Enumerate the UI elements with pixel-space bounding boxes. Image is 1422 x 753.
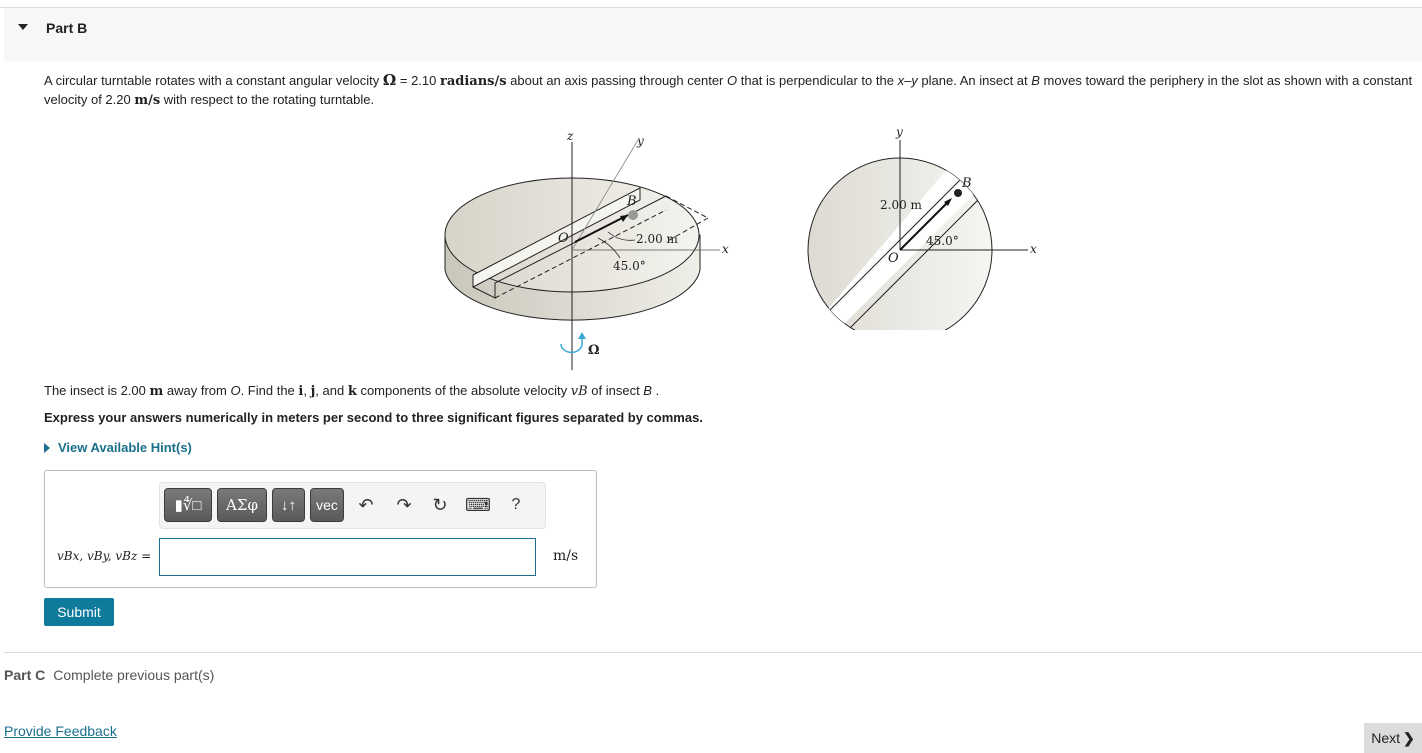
answer-instruction: Express your answers numerically in meters per second to three significant figures separated by commas.	[44, 410, 703, 425]
answer-unit: m/s	[553, 548, 579, 564]
origin-label: O	[888, 251, 899, 266]
distance-label: 2.00 m	[880, 198, 922, 212]
x-axis-label: x	[1030, 242, 1037, 256]
text-segment: away from	[163, 383, 231, 398]
text-segment: with respect to the rotating turntable.	[160, 92, 375, 107]
reset-icon[interactable]: ↻	[432, 494, 448, 515]
text-segment: . Find the	[240, 383, 299, 398]
x-axis-label: x	[722, 242, 729, 256]
submit-button[interactable]: Submit	[44, 598, 114, 626]
unit-m: m	[149, 384, 164, 399]
point-o: O	[727, 73, 738, 88]
z-axis-label: z	[567, 129, 574, 143]
vector-button[interactable]: vec	[310, 488, 344, 522]
provide-feedback-link[interactable]: Provide Feedback	[4, 723, 117, 739]
point-b-label: B	[962, 176, 972, 191]
keyboard-icon[interactable]: ⌨	[465, 494, 491, 515]
unit-vector-i: i	[298, 384, 304, 399]
question-text	[44, 383, 659, 399]
point-o: O	[230, 383, 241, 398]
answer-box	[44, 470, 597, 588]
hint-link-label: View Available Hint(s)	[58, 440, 192, 455]
redo-icon[interactable]: ↷	[396, 494, 412, 515]
text-segment: moves toward the periphery in the slot as shown with a constant velocity of 2.20	[44, 73, 1413, 107]
unit-vector-j: j	[310, 384, 316, 399]
collapse-triangle-icon[interactable]	[18, 24, 28, 30]
templates-button[interactable]: ▮∜□	[164, 488, 212, 522]
text-segment: The insect is 2.00	[44, 383, 150, 398]
unit-radians: radians/s	[440, 74, 507, 89]
text-segment: that is perpendicular to the	[737, 73, 898, 88]
y-axis-label: y	[896, 125, 903, 139]
next-label: Next	[1371, 730, 1401, 746]
text-segment: = 2.10	[396, 73, 440, 88]
distance-label: 2.00 m	[636, 232, 678, 246]
text-segment: components of the absolute velocity	[356, 383, 571, 398]
unit-ms: m/s	[134, 93, 161, 108]
answer-input[interactable]	[159, 538, 536, 576]
sort-button[interactable]: ↓↑	[272, 488, 305, 522]
text-segment: .	[651, 383, 660, 398]
turntable-3d-figure	[430, 120, 750, 370]
answer-label: vBx, vBy, vBz =	[57, 549, 152, 563]
velocity-symbol: vB	[570, 384, 588, 399]
origin-label: O	[558, 231, 569, 246]
text-segment: , and	[315, 383, 348, 398]
undo-icon[interactable]: ↶	[358, 494, 374, 515]
problem-statement	[44, 71, 1414, 110]
text-segment: of insect	[587, 383, 644, 398]
greek-symbols-button[interactable]: ΑΣφ	[217, 488, 267, 522]
part-b-header[interactable]	[4, 8, 1422, 61]
text-segment: plane. An insect at	[917, 73, 1032, 88]
turntable-top-figure	[790, 120, 1050, 330]
text-segment: about an axis passing through center	[506, 73, 727, 88]
next-button[interactable]	[1364, 723, 1422, 753]
part-c-row	[4, 667, 214, 683]
angle-label: 45.0°	[926, 234, 959, 248]
point-b: B	[1031, 73, 1040, 88]
y-axis-label: y	[637, 134, 644, 148]
expand-arrow-icon	[44, 443, 50, 453]
omega-label: Ω	[588, 343, 600, 358]
view-hints-link[interactable]	[44, 440, 192, 455]
part-b-title: Part B	[46, 20, 88, 36]
chevron-right-icon: ❯	[1403, 729, 1415, 746]
math-toolbar	[159, 482, 546, 529]
part-c-title: Part C	[4, 667, 46, 683]
omega-symbol: Ω	[382, 71, 397, 89]
plane-label: x–y	[897, 73, 918, 88]
point-b: B	[643, 383, 652, 398]
help-icon[interactable]: ?	[511, 496, 521, 513]
text-segment: ,	[303, 383, 311, 398]
unit-vector-k: k	[347, 384, 357, 399]
point-b-label: B	[627, 194, 637, 209]
section-divider	[4, 652, 1422, 653]
text-segment: A circular turntable rotates with a constant angular velocity	[44, 73, 383, 88]
angle-label: 45.0°	[613, 259, 646, 273]
part-c-status: Complete previous part(s)	[53, 667, 215, 683]
